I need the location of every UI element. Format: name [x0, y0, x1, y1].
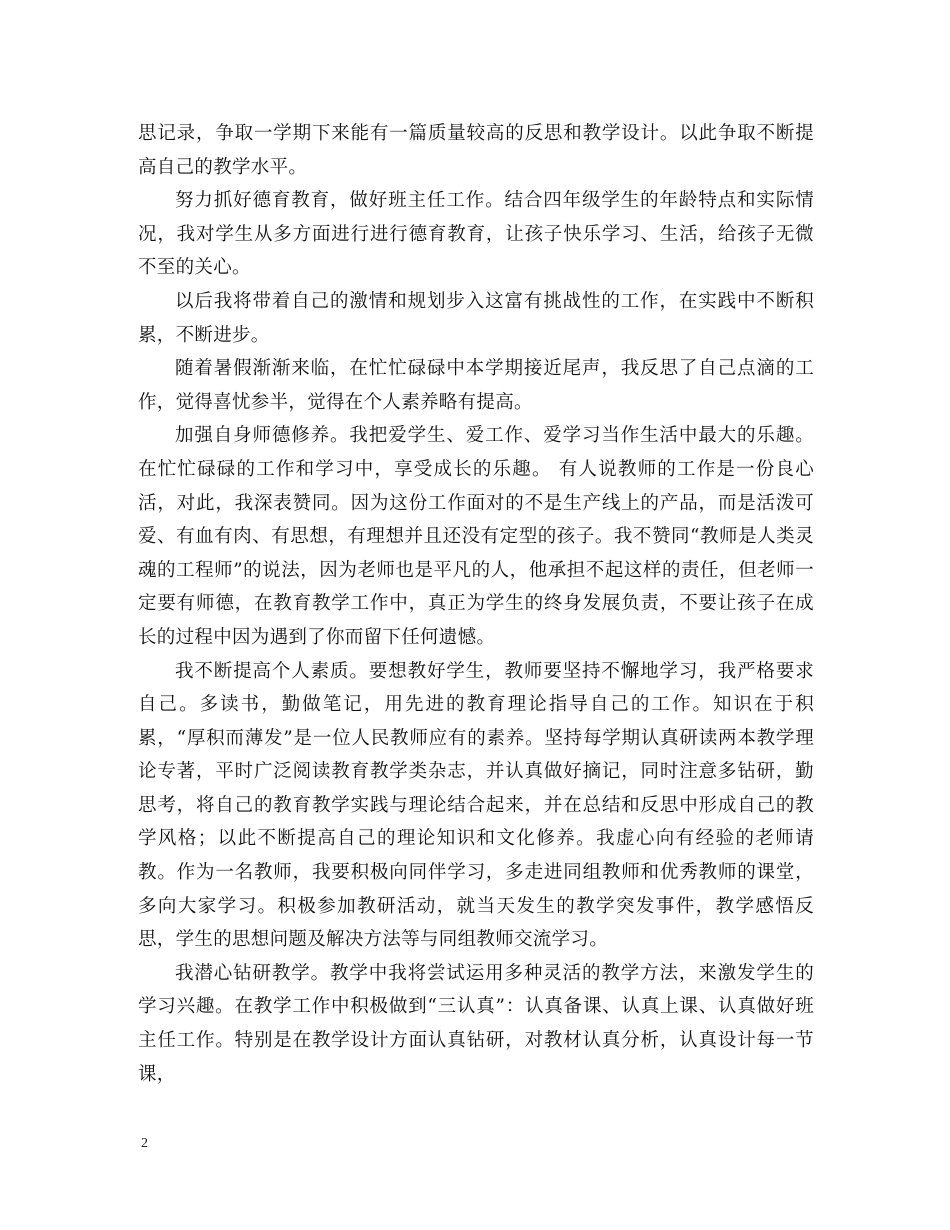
paragraph-future-plan: 以后我将带着自己的激情和规划步入这富有挑战性的工作，在实践中不断积累，不断进步。 — [138, 290, 814, 346]
paragraph-teacher-ethics: 加强自身师德修养。我把爱学生、爱工作、爱学习当作生活中最大的乐趣。在忙忙碌碌的工作和学习中，享受成长的乐趣。 有人说教师的工作是一份良心活，对此，我深表赞同。因为这份工作面对的不是生产线上的产品，而是活泼可爱、有血有肉、有思想，有理想并且还没有定型的孩子。我不赞同“教师是人类灵魂的工程师”的说法，因为老师也是平凡的人，他承担不起这样的责任，但老师一定要有师德，在教育教学工作中，真正为学生的终身发展负责，不要让孩子在成长的过程中因为遇到了你而留下任何遗憾。 — [138, 425, 814, 648]
paragraph-moral-education: 努力抓好德育教育，做好班主任工作。结合四年级学生的年龄特点和实际情况，我对学生从多方面进行进行德育教育，让孩子快乐学习、生活，给孩子无微不至的关心。 — [138, 190, 814, 279]
document-body — [138, 117, 814, 1091]
page-number: 2 — [141, 1136, 148, 1151]
paragraph-teaching-research: 我潜心钻研教学。教学中我将尝试运用多种灵活的教学方法，来激发学生的学习兴趣。在教学工作中积极做到“三认真”：认真备课、认真上课、认真做好班主任工作。特别是在教学设计方面认真钻研，对教材认真分析，认真设计每一节课， — [138, 962, 814, 1085]
paragraph-personal-quality: 我不断提高个人素质。要想教好学生，教师要坚持不懈地学习，我严格要求自己。多读书，勤做笔记，用先进的教育理论指导自己的工作。知识在于积累，“厚积而薄发”是一位人民教师应有的素养。坚持每学期认真研读两本教学理论专著，平时广泛阅读教育教学类杂志，并认真做好摘记，同时注意多钻研，勤思考，将自己的教育教学实践与理论结合起来，并在总结和反思中形成自己的教学风格；以此不断提高自己的理论知识和文化修养。我虚心向有经验的老师请教。作为一名教师，我要积极向同伴学习，多走进同组教师和优秀教师的课堂，多向大家学习。积极参加教研活动，就当天发生的教学突发事件，教学感悟反思，学生的思想问题及解决方法等与同组教师交流学习。 — [138, 660, 814, 951]
paragraph-continued: 思记录，争取一学期下来能有一篇质量较高的反思和教学设计。以此争取不断提高自己的教学水平。 — [138, 123, 814, 178]
paragraph-semester-reflection: 随着暑假渐渐来临，在忙忙碌碌中本学期接近尾声，我反思了自己点滴的工作，觉得喜忧参半，觉得在个人素养略有提高。 — [138, 358, 814, 413]
